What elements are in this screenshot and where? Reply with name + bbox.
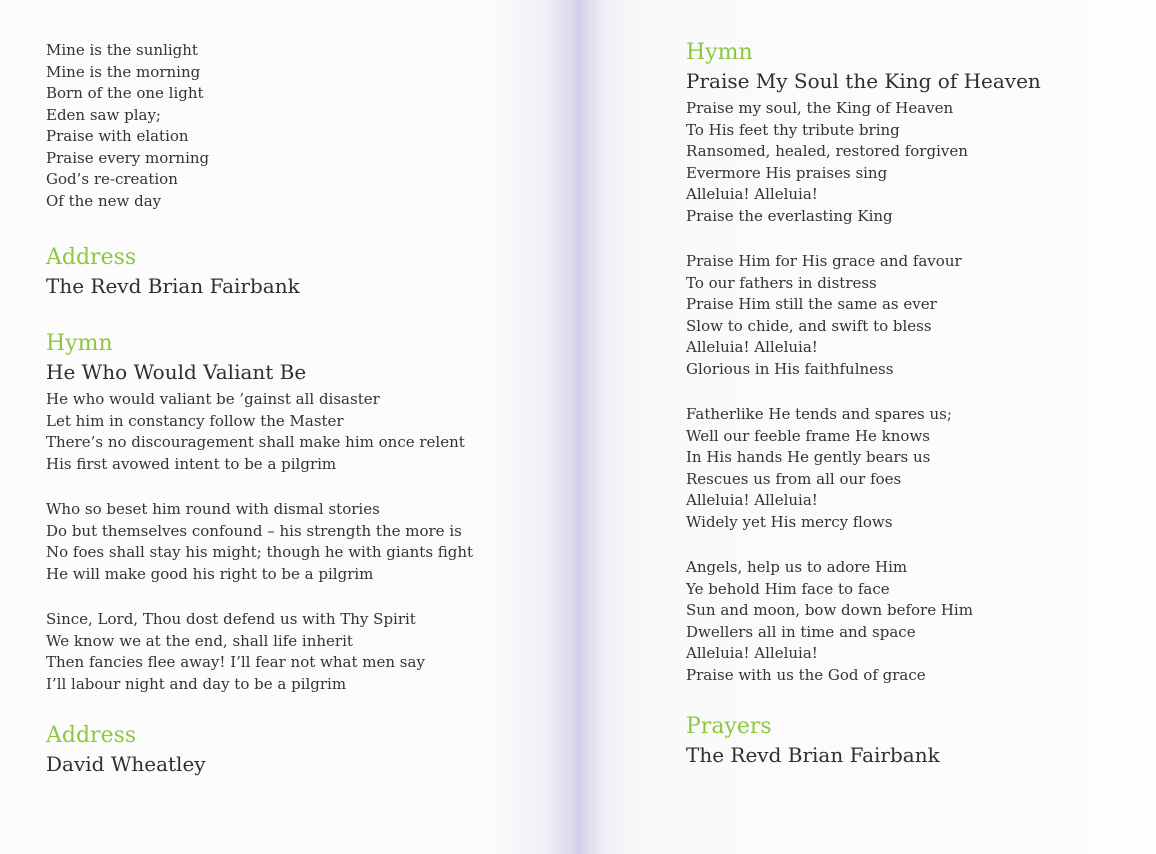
verse-line: Praise my soul, the King of Heaven — [686, 99, 954, 117]
verse-line: Do but themselves confound – his strength the more is — [46, 521, 462, 540]
verse-line: Fatherlike He tends and spares us; — [686, 405, 952, 423]
verse-line: Well our feeble frame He knows — [686, 426, 930, 445]
address-heading: Address — [46, 723, 137, 748]
verse-line: Praise with us the God of grace — [686, 665, 926, 684]
verse-line: Mine is the sunlight — [46, 41, 198, 59]
opening-verse — [46, 40, 578, 212]
verse-line: Glorious in His faithfulness — [686, 359, 894, 378]
verse-line: Born of the one light — [46, 84, 204, 102]
verse-line: He will make good his right to be a pilgrim — [46, 564, 374, 583]
verse-line: Mine is the morning — [46, 62, 201, 81]
verse-line: Praise with elation — [46, 127, 189, 145]
hymn-verse-4 — [686, 557, 1156, 686]
verse-line: God’s re-creation — [46, 170, 178, 188]
verse-line: Praise every morning — [46, 148, 210, 167]
verse-line: Widely yet His mercy flows — [686, 512, 893, 531]
address-speaker: The Revd Brian Fairbank — [46, 274, 300, 298]
verse-line: Then fancies flee away! I’ll fear not what men say — [46, 653, 425, 671]
address-heading: Address — [46, 245, 137, 270]
verse-line: His first avowed intent to be a pilgrim — [46, 454, 337, 473]
verse-line: Praise the everlasting King — [686, 206, 893, 225]
hymn-title: Praise My Soul the King of Heaven — [686, 69, 1041, 93]
hymn-heading: Hymn — [686, 40, 753, 65]
verse-line: No foes shall stay his might; though he with giants fight — [46, 543, 474, 561]
verse-line: To our fathers in distress — [686, 273, 877, 292]
verse-line: In His hands He gently bears us — [686, 448, 931, 466]
verse-line: To His feet thy tribute bring — [686, 120, 900, 139]
verse-line: I’ll labour night and day to be a pilgrim — [46, 674, 347, 693]
verse-line: Since, Lord, Thou dost defend us with Thy Spirit — [46, 610, 416, 628]
hymn-verse-2 — [686, 251, 1156, 380]
verse-line: Alleluia! Alleluia! — [686, 185, 818, 203]
verse-line: Slow to chide, and swift to bless — [686, 316, 932, 335]
prayers-section — [686, 714, 1156, 770]
verse-line: We know we at the end, shall life inherit — [46, 631, 353, 650]
address-section-2 — [46, 723, 578, 779]
verse-line: Who so beset him round with dismal stories — [46, 500, 380, 518]
verse-line: Alleluia! Alleluia! — [686, 491, 818, 509]
verse-line: Alleluia! Alleluia! — [686, 338, 818, 356]
hymn-verse-1 — [46, 389, 578, 475]
verse-line: Praise Him still the same as ever — [686, 295, 937, 313]
hymn-verse-3 — [46, 609, 578, 695]
verse-line: There’s no discouragement shall make him once relent — [46, 433, 465, 451]
verse-line: Eden saw play; — [46, 105, 161, 124]
verse-line: Angels, help us to adore Him — [686, 558, 908, 576]
verse-line: Of the new day — [46, 191, 162, 210]
hymn-heading: Hymn — [46, 331, 113, 356]
hymn-title: He Who Would Valiant Be — [46, 360, 307, 384]
address-section-1 — [46, 245, 578, 301]
right-page — [578, 0, 1156, 854]
prayers-leader: The Revd Brian Fairbank — [686, 743, 940, 767]
hymn-verse-1 — [686, 98, 1156, 227]
verse-line: Rescues us from all our foes — [686, 469, 902, 488]
verse-line: Let him in constancy follow the Master — [46, 411, 344, 430]
verse-line: Ye behold Him face to face — [686, 579, 890, 598]
hymn-section-praise — [686, 40, 1156, 686]
verse-line: Alleluia! Alleluia! — [686, 644, 818, 662]
verse-line: Dwellers all in time and space — [686, 622, 916, 641]
address-speaker: David Wheatley — [46, 752, 206, 776]
verse-line: Sun and moon, bow down before Him — [686, 601, 973, 619]
hymn-section-valiant — [46, 331, 578, 695]
hymn-verse-3 — [686, 404, 1156, 533]
hymn-verse-2 — [46, 499, 578, 585]
verse-line: Ransomed, healed, restored forgiven — [686, 142, 968, 160]
verse-line: Evermore His praises sing — [686, 163, 888, 182]
verse-line: Praise Him for His grace and favour — [686, 252, 962, 270]
prayers-heading: Prayers — [686, 714, 772, 739]
verse-line: He who would valiant be ’gainst all disaster — [46, 390, 380, 408]
